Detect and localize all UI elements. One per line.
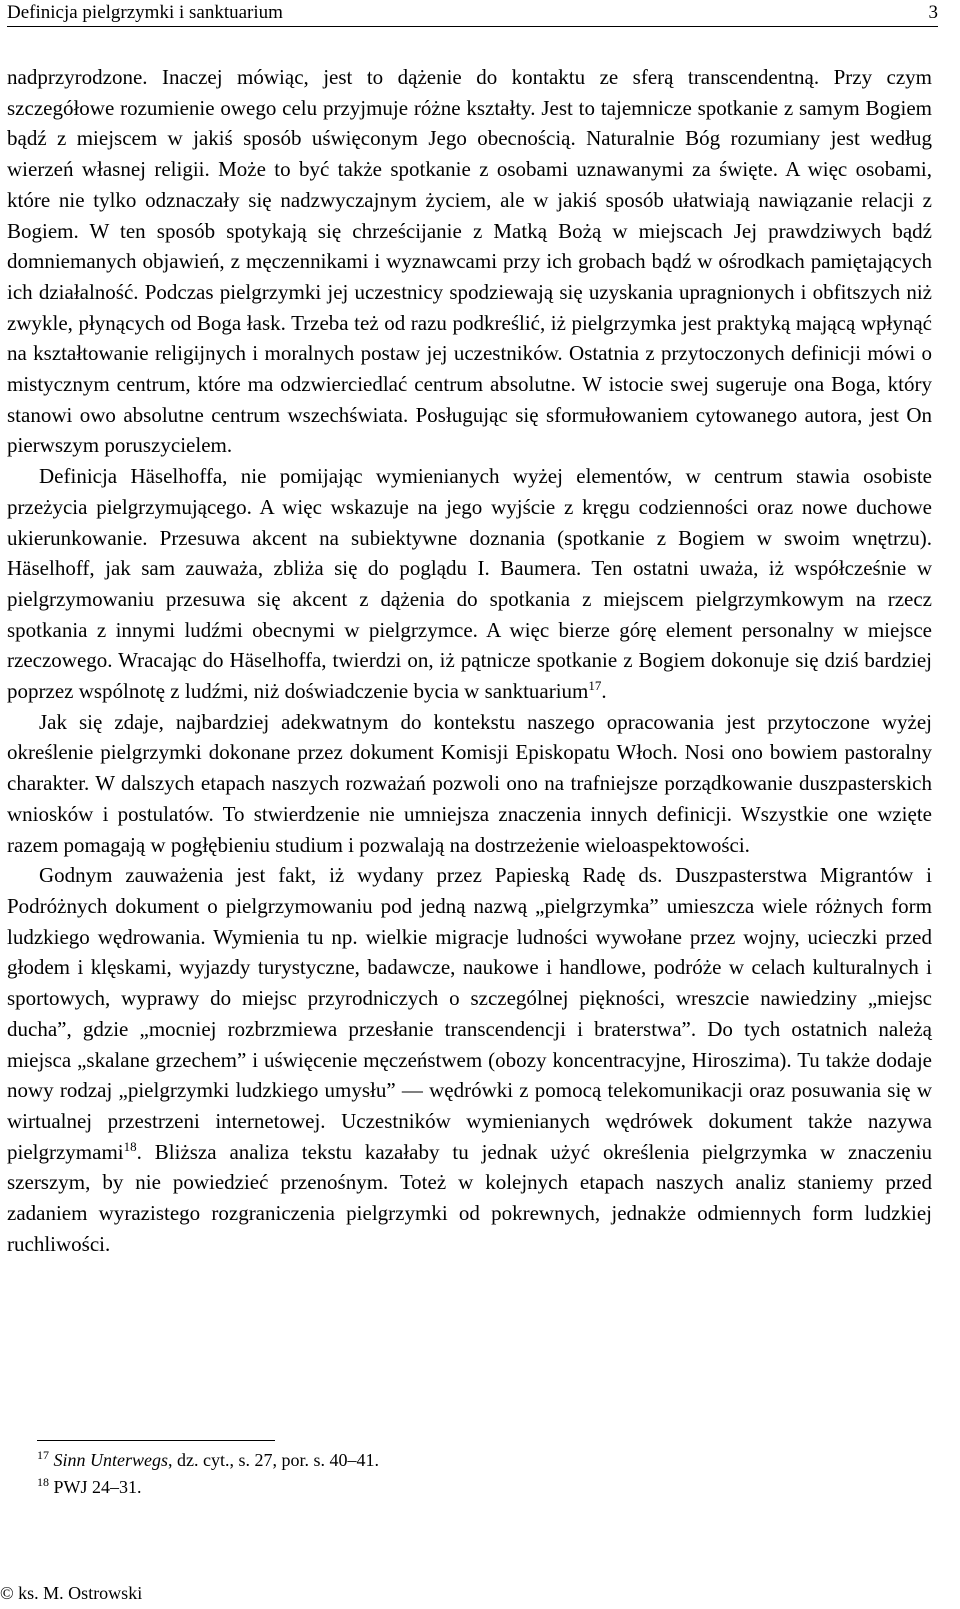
footnote-title: Sinn Unterwegs (53, 1450, 168, 1470)
body-text (7, 62, 932, 1259)
footnote-number: 18 (37, 1475, 49, 1489)
paragraph (7, 860, 932, 1259)
paragraph-text: Definicja Häselhoffa, nie pomijając wymienianych wyżej elementów, w centrum stawia osobiste przeżycia pielgrzymującego. A więc wskazuje na jego wyjście z kręgu codzienności oraz nowe duchowe ukierunkowanie. Przesuwa akcent na subiektywne doznania (spotkanie z Bogiem w swoim wnętrzu). Häselhoff, jak sam zauważa, zbliża się do poglądu I. Baumera. Ten ostatni uważa, iż współcześnie w pielgrzymowaniu przesuwa się akcent z dążenia do spotkania z miejscem pielgrzymkowym na rzecz spotkania z innymi ludźmi obecnymi w pielgrzymce. A więc bierze górę element personalny w miejsce rzeczowego. Wracając do Häselhoffa, twierdzi on, iż pątnicze spotkanie z Bogiem dokonuje się dziś bardziej poprzez wspólnotę z ludźmi, niż doświadczenie bycia w sanktuarium (7, 464, 932, 704)
paragraph: Jak się zdaje, najbardziej adekwatnym do kontekstu naszego opracowania jest przytoczone wyżej określenie pielgrzymki dokonane przez dokument Komisji Episkopatu Włoch. Nosi ono bowiem pastoralny charakter. W dalszych etapach naszych rozważań pozwoli ono na trafniejsze porządkowanie duszpasterskich wniosków i postulatów. To stwierdzenie nie umniejsza znaczenia innych definicji. Wszystkie one wzięte razem pomagają w pogłębieniu studium i pozwalają na dostrzeżenie wieloaspektowości. (7, 709, 932, 857)
page-number: 3 (928, 2, 938, 23)
paragraph-text: . Bliższa analiza tekstu kazałaby tu jednak użyć określenia pielgrzymka w znaczeniu szerszym, by nie powiedzieć przenośnym. Toteż w kolejnych etapach naszych analiz staniemy przed zadaniem wyrazistego rozgraniczenia pielgrzymki od pokrewnych, jednakże odmiennych form ludzkiej ruchliwości. (7, 1139, 932, 1256)
copyright-footer: © ks. M. Ostrowski (0, 1583, 143, 1603)
paragraph-text: Godnym zauważenia jest fakt, iż wydany przez Papieską Radę ds. Duszpasterstwa Migrantów i Podróżnych dokument o pielgrzymowaniu pod jedną nazwą „pielgrzymka” umieszcza wiele różnych form ludzkiego wędrowania. Wymienia tu np. wielkie migracje ludności wywołane przez wojny, ucieczki przed głodem i klęskami, wyjazdy turystyczne, badawcze, naukowe i handlowe, podróże w celach kulturalnych i sportowych, wyprawy do miejsc przyrodniczych o szczególnej piękności, wreszcie nawiedziny „miejsc ducha”, gdzie „mocniej rozbrzmiewa przesłanie transcendencji i braterstwa”. Do tych ostatnich należą miejsca „skalane grzechem” i uświęcenie męczeństwem (obozy koncentracyjne, Hiroszima). Tu także dodaje nowy rodzaj „pielgrzymki ludzkiego umysłu” — wędrówki z pomocą telekomunikacji oraz posuwania się w wirtualnej przestrzeni internetowej. Uczestników wymienianych wędrówek dokument także nazywa pielgrzymami (7, 863, 932, 1164)
footnote (37, 1474, 379, 1501)
running-header (7, 0, 938, 27)
footnote (37, 1447, 379, 1474)
footnote-ref[interactable]: 17 (588, 678, 602, 694)
footnote-text: , dz. cyt., s. 27, por. s. 40–41. (168, 1450, 379, 1470)
footnote-ref[interactable]: 18 (123, 1138, 137, 1154)
header-title: Definicja pielgrzymki i sanktuarium (7, 2, 283, 23)
footnote-text: PWJ 24–31. (53, 1477, 142, 1497)
paragraph (7, 461, 932, 707)
footnote-number: 17 (37, 1448, 49, 1462)
paragraph: nadprzyrodzone. Inaczej mówiąc, jest to dążenie do kontaktu ze sferą transcendentną. Przy czym szczegółowe rozumienie owego celu przyjmuje różne kształty. Jest to tajemnicze spotkanie z samym Bogiem bądź z miejscem w jakiś sposób uświęconym Jego obecnością. Naturalnie Bóg rozumiany jest według wierzeń własnej religii. Może to być także spotkanie z osobami uznawanymi za święte. A więc osobami, które nie tylko odznaczały się nadzwyczajnym życiem, ale w jakiś sposób ułatwiają nawiązanie relacji z Bogiem. W ten sposób spotykają się chrześcijanie z Matką Bożą w miejscach Jej prawdziwych bądź domniemanych objawień, z męczennikami i wyznawcami przy ich grobach bądź w ośrodkach pamiętających ich działalność. Podczas pielgrzymki jej uczestnicy spodziewają się uzyskania upragnionych i obfitszych niż zwykle, płynących od Boga łask. Trzeba też od razu podkreślić, iż pielgrzymka jest praktyką mającą wpłynąć na kształtowanie religijnych i moralnych postaw jej uczestników. Ostatnia z przytoczonych definicji mówi o mistycznym centrum, które ma odzwierciedlać centrum absolutne. W istocie swej sugeruje ona Boga, który stanowi owo absolutne centrum wszechświata. Posługując się sformułowaniem cytowanego autora, jest On pierwszym poruszycielem. (7, 65, 932, 458)
footnotes (37, 1447, 379, 1501)
paragraph-text: . (601, 679, 607, 704)
footnote-separator (37, 1440, 275, 1441)
